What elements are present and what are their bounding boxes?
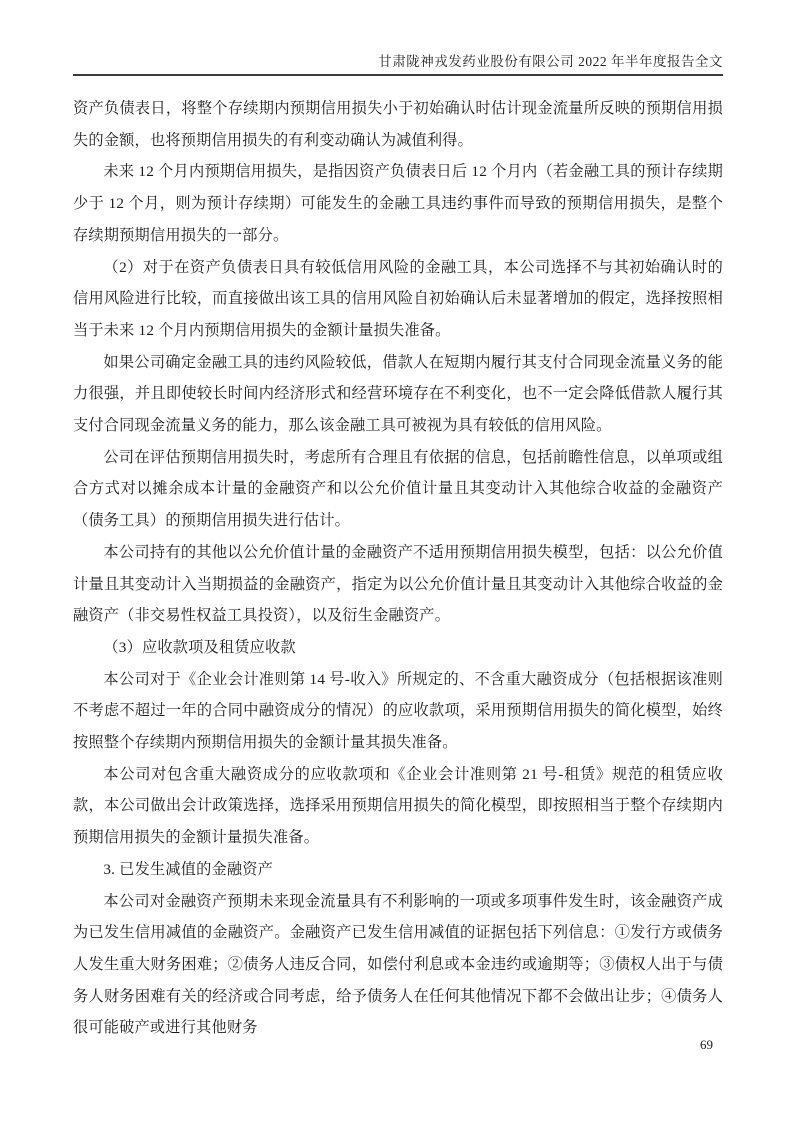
paragraph: 未来 12 个月内预期信用损失，是指因资产负债表日后 12 个月内（若金融工具的预计存续期少于 12 个月，则为预计存续期）可能发生的金融工具违约事件而导致的预期信用损失，是整个存续期预期信用损失的一部分。 <box>73 163 723 244</box>
document-body <box>73 93 723 1044</box>
paragraph: 本公司持有的其他以公允价值计量的金融资产不适用预期信用损失模型，包括：以公允价值计量且其变动计入当期损益的金融资产，指定为以公允价值计量且其变动计入其他综合收益的金融资产（非交易性权益工具投资），以及衍生金融资产。 <box>73 543 723 625</box>
page-header <box>73 52 723 76</box>
paragraph: 本公司对包含重大融资成分的应收款项和《企业会计准则第 21 号-租赁》规范的租赁应收款，本公司做出会计政策选择，选择采用预期信用损失的简化模型，即按照相当于整个存续期内预期信用损失的金额计量损失准备。 <box>73 765 723 847</box>
section-heading-impaired-assets: 3. 已发生减值的金融资产 <box>103 860 274 878</box>
header-title: 甘肃陇神戎发药业股份有限公司 2022 年半年度报告全文 <box>378 54 723 69</box>
paragraph: 公司在评估预期信用损失时，考虑所有合理且有依据的信息，包括前瞻性信息，以单项或组合方式对以摊余成本计量的金融资产和以公允价值计量且其变动计入其他综合收益的金融资产（债务工具）的预期信用损失进行估计。 <box>73 448 723 530</box>
paragraph-continuation: 资产负债表日，将整个存续期内预期信用损失小于初始确认时估计现金流量所反映的预期信用损失的金额，也将预期信用损失的有利变动确认为减值利得。 <box>73 100 723 149</box>
page-number: 69 <box>700 1037 713 1052</box>
paragraph: 本公司对金融资产预期未来现金流量具有不利影响的一项或多项事件发生时，该金融资产成为已发生信用减值的金融资产。金融资产已发生信用减值的证据包括下列信息：①发行方或债务人发生重大财务困难；②债务人违反合同，如偿付利息或本金违约或逾期等；③债权人出于与债务人财务困难有关的经济或合同考虑，给予债务人在任何其他情况下都不会做出让步；④债务人很可能破产或进行其他财务 <box>73 892 723 1037</box>
paragraph: 如果公司确定金融工具的违约风险较低，借款人在短期内履行其支付合同现金流量义务的能力很强，并且即使较长时间内经济形式和经营环境存在不利变化，也不一定会降低借款人履行其支付合同现金流量义务的能力，那么该金融工具可被视为具有较低的信用风险。 <box>73 353 723 435</box>
section-heading-receivables: （3）应收款项及租赁应收款 <box>103 638 296 656</box>
paragraph: （2）对于在资产负债表日具有较低信用风险的金融工具，本公司选择不与其初始确认时的信用风险进行比较，而直接做出该工具的信用风险自初始确认后未显著增加的假定，选择按照相当于未来 12 个月内预期信用损失的金额计量损失准备。 <box>73 258 723 339</box>
paragraph: 本公司对于《企业会计准则第 14 号-收入》所规定的、不含重大融资成分（包括根据该准则不考虑不超过一年的合同中融资成分的情况）的应收款项，采用预期信用损失的简化模型，始终按照整个存续期内预期信用损失的金额计量其损失准备。 <box>73 670 723 752</box>
